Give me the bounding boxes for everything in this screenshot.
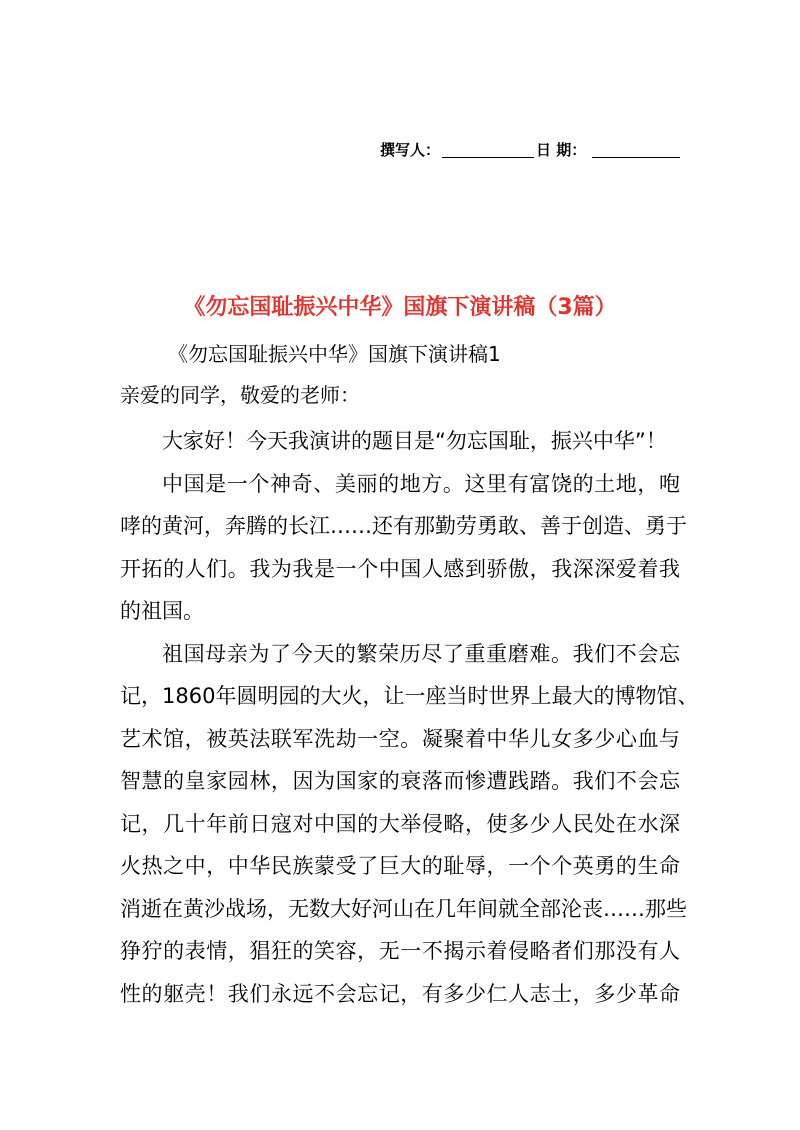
body-line: 中国是一个神奇、美丽的地方。这里有富饶的土地，咆 [162, 471, 680, 496]
author-date-line [380, 138, 700, 162]
body-line: 的祖国。 [120, 599, 204, 623]
body-line: 哮的黄河，奔腾的长江……还有那勤劳勇敢、善于创造、勇于 [120, 514, 687, 538]
greeting: 亲爱的同学，敬爱的老师： [120, 383, 360, 407]
body-line: 智慧的皇家园林，因为国家的衰落而惨遭践踏。我们不会忘 [120, 769, 680, 793]
body-line: 祖国母亲为了今天的繁荣历尽了重重磨难。我们不会忘 [162, 641, 680, 666]
body-line: 记，1860年圆明园的大火，让一座当时世界上最大的博物馆、 [120, 684, 699, 708]
author-blank [442, 157, 534, 158]
date-blank [592, 157, 680, 158]
date-label: 日 期： [536, 141, 587, 159]
author-label: 撰写人： [380, 141, 441, 159]
body-line: 性的躯壳！我们永远不会忘记，有多少仁人志士，多少革命 [120, 981, 680, 1006]
body-line: 消逝在黄沙战场，无数大好河山在几年间就全部沦丧……那些 [120, 896, 687, 921]
body-line: 狰狞的表情，猖狂的笑容，无一不揭示着侵略者们那没有人 [120, 939, 680, 963]
document-title: 《勿忘国耻振兴中华》国旗下演讲稿（3篇） [183, 295, 617, 320]
speech-subtitle: 《勿忘国耻振兴中华》国旗下演讲稿1 [168, 342, 501, 366]
body-line: 艺术馆，被英法联军洗劫一空。凝聚着中华儿女多少心血与 [120, 726, 680, 751]
body-line: 火热之中，中华民族蒙受了巨大的耻辱，一个个英勇的生命 [120, 854, 680, 878]
body-line: 大家好！今天我演讲的题目是“勿忘国耻，振兴中华”！ [162, 429, 667, 453]
body-line: 记，几十年前日寇对中国的大举侵略，使多少人民处在水深 [120, 811, 680, 836]
speech-body [120, 420, 699, 1015]
body-line: 开拓的人们。我为我是一个中国人感到骄傲，我深深爱着我 [120, 556, 680, 581]
